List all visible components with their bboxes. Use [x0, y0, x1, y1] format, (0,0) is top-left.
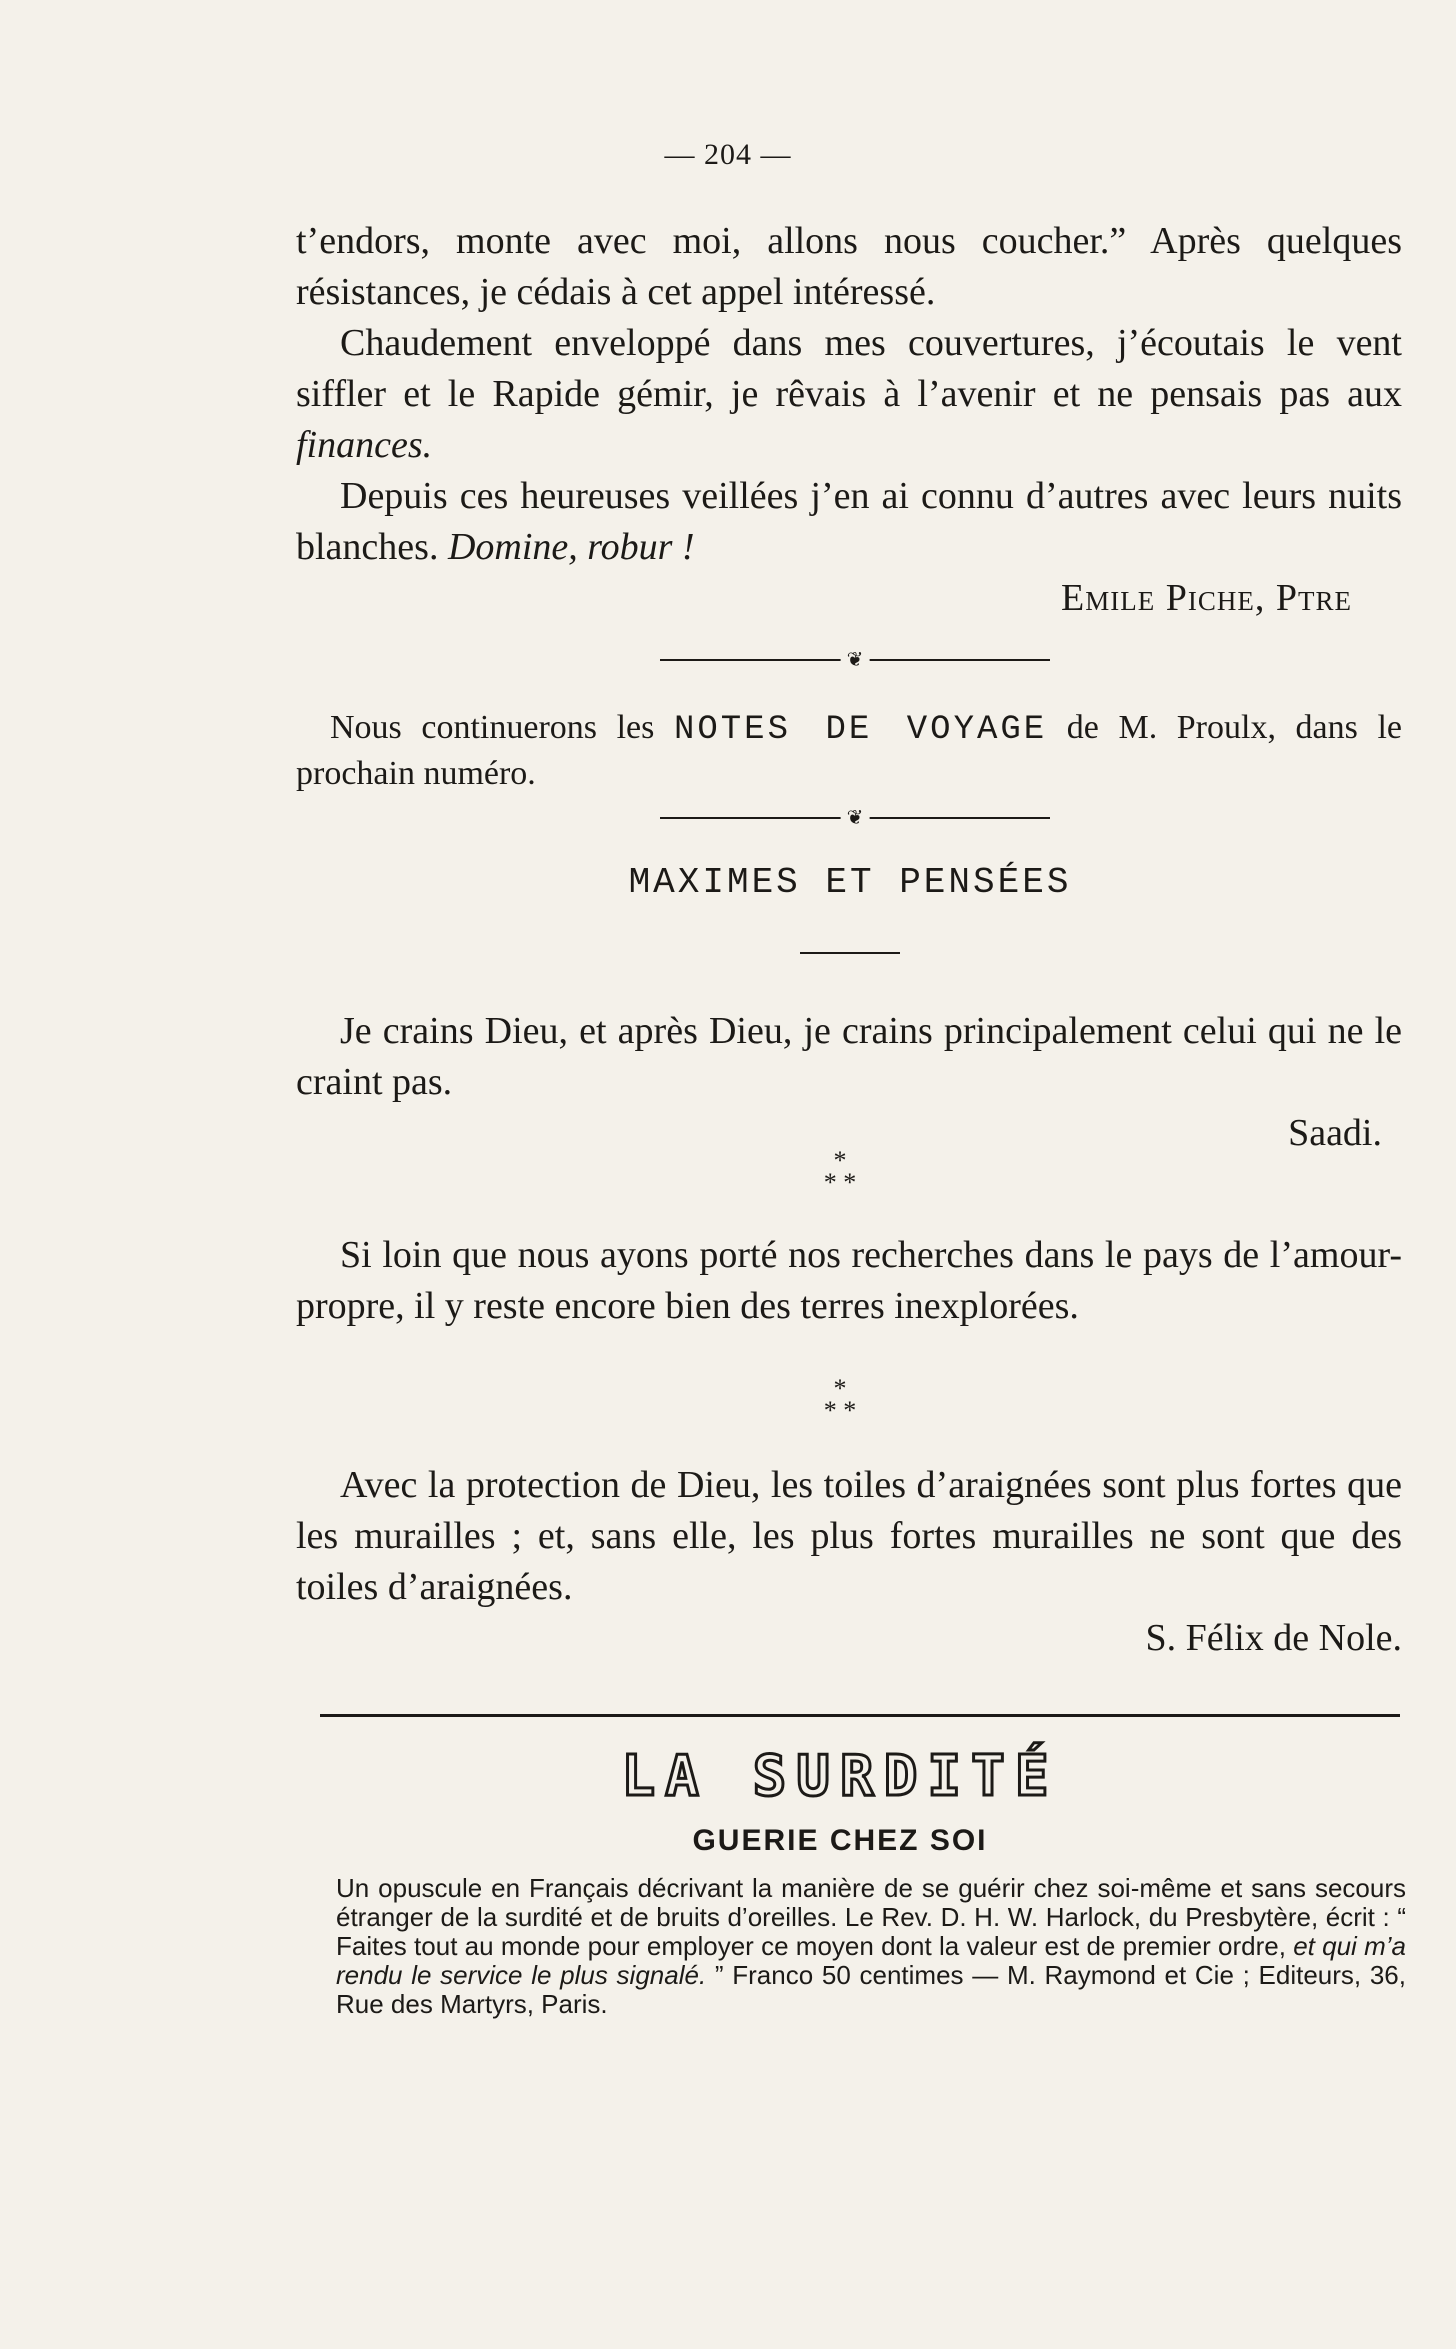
advert-subtitle: GUERIE CHEZ SOI — [692, 1824, 988, 1857]
maxim-text: Avec la protection de Dieu, les toiles d’araignées sont plus fortes que les murailles ; et, sans elle, les plus fortes murailles ne sont que des toiles d’araignées. — [296, 1464, 1402, 1608]
page-number: — 204 — — [664, 138, 792, 171]
advert-title: LA SURDITÉ — [621, 1744, 1059, 1809]
maxim-author: Saadi. — [1288, 1112, 1382, 1154]
ornament-icon: ❦ — [841, 808, 870, 828]
ornamental-rule — [660, 808, 1050, 828]
notice-part: Nous continuerons les — [330, 709, 674, 746]
ornamental-rule — [660, 650, 1050, 670]
asterism: * * * — [823, 1146, 857, 1197]
maxim-author: S. Félix de Nole. — [1145, 1617, 1402, 1659]
paragraph-italic: finances. — [296, 424, 433, 466]
advert-top-rule — [320, 1714, 1400, 1717]
paragraph — [296, 318, 1402, 471]
maxim-3 — [296, 1460, 1402, 1664]
signature: Emile Piche, Ptre — [1061, 577, 1352, 619]
paragraph-text: t’endors, monte avec moi, allons nous coucher.” Après quelques résistances, je cédais à cet appel intéressé. — [296, 220, 1402, 313]
notice-text — [296, 706, 1402, 796]
asterism: * * * — [823, 1374, 857, 1425]
maxim-2 — [296, 1230, 1402, 1332]
maxim-text: Si loin que nous ayons porté nos recherches dans le pays de l’amour-propre, il y reste encore bien des terres inexplorées. — [296, 1234, 1402, 1327]
maxim-text: Je crains Dieu, et après Dieu, je crains principalement celui qui ne le craint pas. — [296, 1010, 1402, 1103]
advert-body — [336, 1874, 1406, 2019]
advert-italic: et qui m’a rendu le service le plus signalé. — [336, 1931, 1406, 1990]
advert-text: ” Franco 50 centimes — M. Raymond et Cie ; Editeurs, 36, Rue des Martyrs, Paris. — [336, 1960, 1406, 2019]
paragraph — [296, 216, 1402, 318]
paragraph-italic: Domine, robur ! — [447, 526, 695, 568]
notice-part: de M. Proulx, dans le prochain numéro. — [296, 709, 1402, 792]
ornament-icon: ❦ — [841, 650, 870, 670]
paragraph — [296, 471, 1402, 573]
notice-caps: NOTES DE VOYAGE — [673, 711, 1048, 749]
section-heading: MAXIMES ET PENSÉES — [628, 862, 1072, 903]
maxim-1 — [296, 1006, 1402, 1159]
advert-text: Un opuscule en Français décrivant la manière de se guérir chez soi-même et sans secours étranger de la surdité et de bruits d’oreilles. Le Rev. D. H. W. Harlock, du Presbytère, écrit : “ Faites tout au monde pour employer ce moyen dont la valeur est de premier ordre, — [336, 1873, 1406, 1961]
paragraph-text: Chaudement enveloppé dans mes couvertures, j’écoutais le vent siffler et le Rapide gémir, je rêvais à l’avenir et ne pensais pas aux — [296, 322, 1402, 415]
heading-underline — [800, 952, 900, 954]
article-continuation — [296, 216, 1402, 624]
notice — [296, 706, 1402, 796]
paragraph-text: Depuis ces heureuses veillées j’en ai connu d’autres avec leurs nuits blanches. — [296, 475, 1402, 568]
